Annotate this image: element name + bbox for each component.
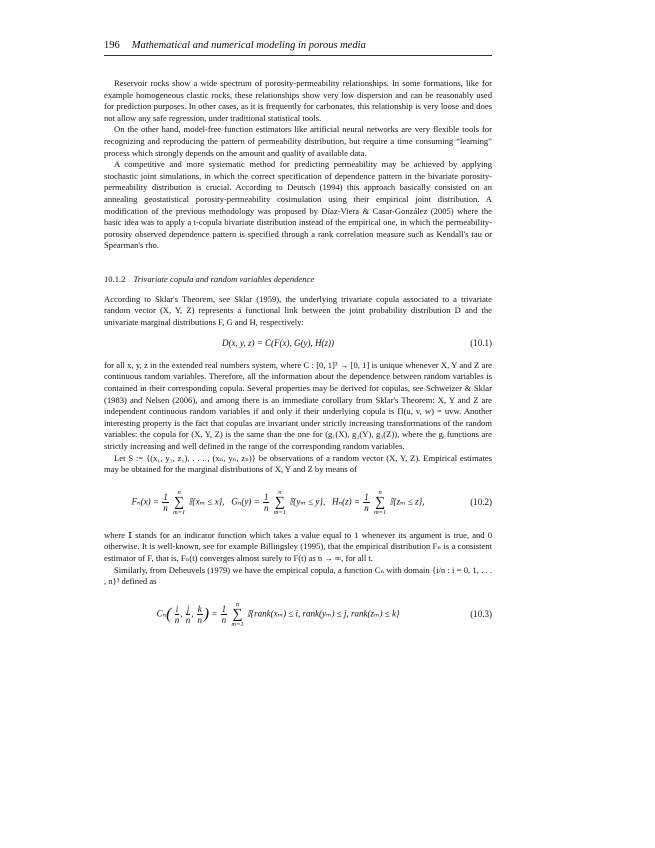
- eq-10-2-f-sum: n ∑ m=1: [172, 489, 186, 517]
- eq-10-2-h-lhs: Hₙ(z) =: [331, 496, 360, 507]
- eq-10-2-h-sum: n ∑ m=1: [373, 489, 387, 517]
- running-header: [104, 40, 492, 56]
- paragraph-reservoir-rocks: Reservoir rocks show a wide spectrum of porosity-permeability relationships. In some formations, like for example homogeneous clastic rocks, these relationships show very low dispersion and can be reasonably used for prediction purposes. In other cases, as it is frequently for carbonates, this relationship is very loose and does not allow any safe regression, under traditional statistical tools.: [104, 78, 492, 123]
- eq-10-2-g-sum: n ∑ m=1: [273, 489, 287, 517]
- paragraph-observations: Let S := {(x₁, y₁, z₁), . . . , (xₙ, yₙ, zₙ)} be observations of a random vector (X, Y, Z). Empirical estimates may be obtained for the marginal distributions of X, Y and Z by means of: [104, 452, 492, 475]
- section-heading: [104, 274, 492, 286]
- paragraph-neural-networks: On the other hand, model-free function estimators like artificial neural networks are very flexible tools for recognizing and reproducing the pattern of permeability distribution, but require a time consuming “learning” process which strongly depends on the amount and quality of available data.: [104, 124, 492, 158]
- eq-10-3-arg-i: $\frac{i}{n}$: [174, 604, 180, 626]
- equation-10-1-number: (10.1): [470, 338, 492, 349]
- eq-10-3-sum: n ∑ m=1: [231, 601, 244, 629]
- running-title: Mathematical and numerical modeling in porous media: [131, 40, 366, 51]
- page-number: 196: [104, 40, 120, 51]
- eq-10-2-f-lhs: Fₙ(x) =: [131, 496, 159, 507]
- section-title: Trivariate copula and random variables dependence: [133, 273, 315, 284]
- section-number: 10.1.2: [104, 273, 126, 284]
- paragraph-copula-properties: for all x, y, z in the extended real numbers system, where C : [0, 1]³ → [0, 1] is unique whenever X, Y and Z are continuous random variables. Therefore, all the information about the dependence between random variables is contained in their corresponding copula. Several properties may be derived for copulas, see Schweizer & Sklar (1983) and Nelsen (2006), and among there is an immediate corollary from Sklar's Theorem: X, Y and Z are independent continuous random variables if and only if their underlying copula is Π(u, v, w) = uvw. Another interesting property is the fact that copulas are invariant under strictly increasing transformations of the random variables: the copula for (X, Y, Z) is the same than the one for (g₁(X), g₂(Y), g₃(Z)), where the gᵢ functions are strictly increasing and well defined in the range of the corresponding random variables.: [104, 359, 492, 452]
- eq-10-2-g-fraction: $\frac{1}{n}$: [263, 492, 269, 514]
- eq-10-2-f-term: 𝕀{xₘ ≤ x},: [188, 496, 225, 507]
- paragraph-sklar-theorem: According to Sklar's Theorem, see Sklar (1959), the underlying trivariate copula associated to a trivariate random vector (X, Y, Z) represents a functional link between the joint probability distribution D and the univariate marginal distributions F, G and H, respectively:: [104, 293, 492, 327]
- paragraph-joint-simulation: A competitive and more systematic method for predicting permeability may be achieved by applying stochastic joint simulations, in which the correct specification of dependence pattern in the bivariate porosity-permeability distribution is crucial. According to Deutsch (1994) this approach basically consisted on an annealing geostatistical porosity-permeability cosimulation using their empirical joint distribution. A modification of the previous methodology was proposed by Díaz-Viera & Casar-González (2005) where the basic idea was to apply a t-copula bivariate distribution instead of the empirical one, in which the permeability-porosity observed dependence pattern is specified through a rank correlation measure such as Kendall's tau or Spearman's rho.: [104, 159, 492, 251]
- paragraph-empirical-copula: Similarly, from Deheuvels (1979) we have the empirical copula, a function Cₙ with domain {i/n : i = 0, 1, . . . , n}³ defined as: [104, 564, 492, 587]
- page-body: [104, 78, 492, 630]
- equation-10-3-expression: Cₙ( $\frac{i}{n}$ , $\frac{j}{n}$ , $\frac{k}{n}$ ) = $\frac{1}{n}$ n ∑ m=1 𝕀{rank(xₘ) ≤ i, rank(yₘ) ≤ j, rank(zₘ) ≤ k}: [156, 601, 400, 629]
- equation-10-2-number: (10.2): [470, 497, 492, 508]
- equation-10-2: [104, 488, 492, 518]
- eq-10-2-h-term: 𝕀{zₘ ≤ z},: [389, 496, 425, 507]
- eq-10-3-fraction: $\frac{1}{n}$: [221, 604, 227, 626]
- document-page: [104, 40, 492, 642]
- eq-10-3-lhs-symbol: Cₙ: [156, 608, 167, 619]
- eq-10-3-arg-k: $\frac{k}{n}$: [197, 604, 202, 626]
- eq-10-2-f-fraction: $\frac{1}{n}$: [163, 492, 168, 514]
- equation-10-1: [104, 338, 492, 350]
- equation-10-3: [104, 600, 492, 630]
- eq-10-3-term: 𝕀{rank(xₘ) ≤ i, rank(yₘ) ≤ j, rank(zₘ) ≤ k}: [246, 608, 400, 619]
- paragraph-indicator-function: where 𝕀 stands for an indicator function which takes a value equal to 1 whenever its argument is true, and 0 otherwise. It is well-known, see for example Billingsley (1995), that the empirical distribution Fₙ is a consistent estimator of F, that is, Fₙ(t) converges almost surely to F(t) as n → ∞, for all t.: [104, 529, 492, 563]
- eq-10-2-g-lhs: Gₙ(y) =: [231, 496, 260, 507]
- equation-10-2-expression: [104, 489, 452, 516]
- eq-10-2-g-term: 𝕀{yₘ ≤ y},: [289, 496, 326, 507]
- equation-10-3-number: (10.3): [470, 608, 492, 619]
- eq-10-3-arg-j: $\frac{j}{n}$: [185, 604, 191, 626]
- equation-10-1-expression: D(x, y, z) = C(F(x), G(y), H(z)): [221, 338, 335, 349]
- eq-10-2-h-fraction: $\frac{1}{n}$: [364, 492, 369, 514]
